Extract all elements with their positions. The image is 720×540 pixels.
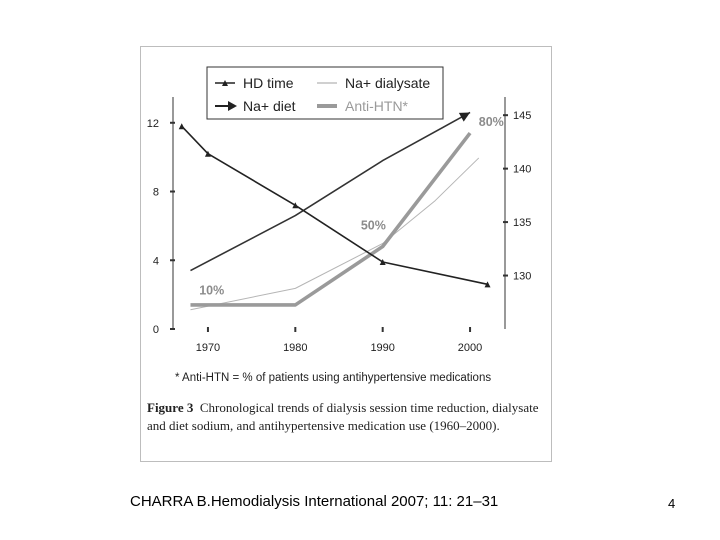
left-tick-label: 12 — [146, 117, 159, 130]
legend-label: Anti-HTN* — [345, 98, 409, 114]
right-tick-label: 140 — [513, 163, 532, 176]
legend-label: HD time — [243, 75, 294, 91]
figure-caption-text: Chronological trends of dialysis session time reduction, dialysate and diet sodium, and antihypertensive medication use (1960–2000). — [147, 400, 539, 433]
data-point-hd-time — [179, 123, 185, 129]
left-tick-label: 4 — [152, 255, 159, 268]
left-tick-label: 8 — [152, 186, 159, 199]
figure-box — [140, 46, 552, 462]
x-tick-label: 1990 — [370, 342, 395, 354]
x-tick-label: 1970 — [195, 342, 221, 354]
left-tick-label: 0 — [152, 324, 159, 336]
page-number: 4 — [668, 496, 676, 511]
chart — [141, 47, 551, 377]
percent-annotation: 50% — [360, 218, 386, 233]
figure-footnote: * Anti-HTN = % of patients using antihypertensive medications — [175, 372, 492, 384]
x-tick-label: 1980 — [283, 342, 308, 354]
right-tick-label: 130 — [513, 270, 532, 283]
percent-annotation: 10% — [199, 283, 225, 298]
percent-annotation: 80% — [478, 115, 504, 130]
series-line-hd-time — [182, 126, 488, 284]
right-tick-label: 135 — [513, 217, 532, 230]
legend-label: Na+ diet — [243, 98, 296, 114]
legend-label: Na+ dialysate — [345, 75, 431, 91]
right-tick-label: 145 — [513, 110, 532, 123]
citation: CHARRA B.Hemodialysis International 2007; 11: 21–31 — [130, 493, 499, 510]
x-tick-label: 2000 — [457, 342, 483, 354]
series-line-anti-htn — [190, 133, 470, 305]
series-line-na-diet — [190, 112, 470, 270]
figure-label: Figure 3 — [147, 400, 194, 415]
figure-caption — [147, 399, 547, 435]
